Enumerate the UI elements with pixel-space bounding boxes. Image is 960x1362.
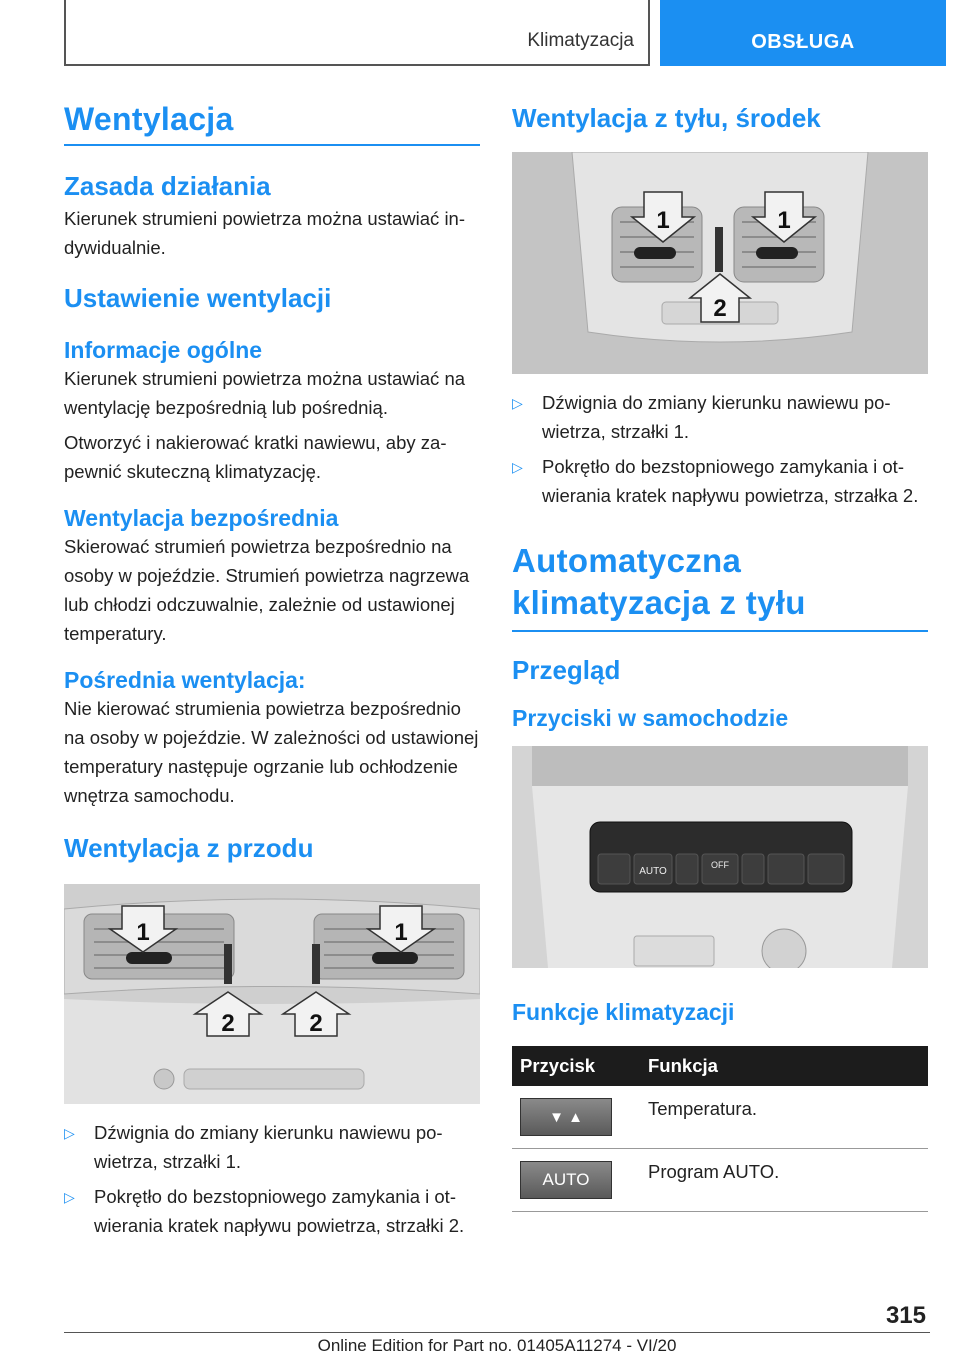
- header-section-box: [64, 0, 650, 66]
- table-header-button: Przycisk: [512, 1046, 640, 1086]
- header-tab[interactable]: [660, 0, 946, 66]
- rear-callout-1b: 1: [777, 207, 791, 234]
- header-section-title: Klimatyzacja: [527, 30, 634, 51]
- heading-direct: Wentylacja bezpośrednia: [64, 505, 339, 531]
- heading-setting: Ustawienie wentylacji: [64, 283, 332, 313]
- rear-vents-photo: [512, 152, 928, 374]
- text-direct: Skierować strumień powietrza bezpośrednio na osoby w pojeździe. Strumień powietrza nagrzewa lub chłodzi odczuwalnie, zależnie od ustawionej temperatury.: [64, 536, 470, 644]
- front-vents-photo: [64, 884, 480, 1104]
- table-row: [512, 1086, 928, 1149]
- panel-label-off: OFF: [711, 860, 729, 870]
- front-bullet-2: ▷ Pokrętło do bezstopniowego zamykania i otwierania kratek napływu powietrza, strzałki 2.: [64, 1182, 480, 1240]
- bullet-triangle-icon: ▷: [512, 395, 523, 411]
- header-tab-label: OBSŁUGA: [751, 31, 855, 53]
- auto-button-icon: AUTO: [520, 1161, 612, 1199]
- rear-vents-illustration: [512, 152, 928, 374]
- heading-general: Informacje ogólne: [64, 337, 263, 363]
- right-column: [512, 100, 928, 1212]
- table-header-function: Funkcja: [640, 1046, 928, 1086]
- front-callout-1b: 1: [394, 919, 408, 946]
- temperature-buttons-icon: ▼ ▲: [520, 1098, 612, 1136]
- heading-functions: Funkcje klimatyzacji: [512, 999, 735, 1025]
- bullet-triangle-icon: ▷: [512, 459, 523, 475]
- front-vents-illustration: [64, 884, 480, 1104]
- text-general-1: Kierunek strumieni powietrza można ustawiać na wentylację bezpośrednią lub pośrednią.: [64, 368, 466, 418]
- front-callout-2a: 2: [221, 1010, 235, 1037]
- table-row: [512, 1149, 928, 1212]
- heading-buttons: Przyciski w samochodzie: [512, 705, 789, 731]
- table-cell-function: Temperatura.: [640, 1086, 928, 1149]
- footer-rule: [64, 1332, 930, 1333]
- text-indirect: Nie kierować strumienia powietrza bezpośrednio na osoby w pojeździe. W zależności od ustawionej temperatury następuje ogrzanie lub ochłodzenie wnętrza samochodu.: [64, 698, 479, 806]
- text-principle: Kierunek strumieni powietrza można ustawiać indywidualnie.: [64, 208, 466, 258]
- front-callout-2b: 2: [309, 1010, 323, 1037]
- heading-front: Wentylacja z przodu: [64, 833, 314, 863]
- rear-callout-2: 2: [713, 295, 727, 322]
- heading-rear-center: Wentylacja z tyłu, środek: [512, 103, 821, 133]
- page-number: 315: [885, 1302, 926, 1329]
- table-cell-function: Program AUTO.: [640, 1149, 928, 1212]
- functions-table: [512, 1046, 928, 1212]
- bullet-triangle-icon: ▷: [64, 1125, 75, 1141]
- front-bullet-1: ▷ Dźwignia do zmiany kierunku nawiewu powietrza, strzałki 1.: [64, 1118, 480, 1176]
- rear-panel-illustration: [512, 746, 928, 968]
- panel-label-auto: AUTO: [639, 866, 667, 877]
- edition-text: Online Edition for Part no. 01405A11274 - VI/20: [317, 1336, 677, 1355]
- rear-panel-photo: [512, 746, 928, 968]
- bullet-triangle-icon: ▷: [64, 1189, 75, 1205]
- page-title: Wentylacja: [64, 100, 480, 146]
- rear-callout-1a: 1: [656, 207, 670, 234]
- rear-bullet-1: ▷ Dźwignia do zmiany kierunku nawiewu powietrza, strzałki 1.: [512, 388, 928, 446]
- front-callout-1a: 1: [136, 919, 150, 946]
- left-column: [64, 100, 480, 1240]
- section-title-rear-climate: Automatyczna klimatyzacja z tyłu: [512, 540, 928, 632]
- heading-indirect: Pośrednia wentylacja:: [64, 667, 306, 693]
- heading-principle: Zasada działania: [64, 171, 271, 201]
- text-general-2: Otworzyć i nakierować kratki nawiewu, aby zapewnić skuteczną klimatyzację.: [64, 432, 447, 482]
- heading-overview: Przegląd: [512, 655, 621, 685]
- rear-bullet-2: ▷ Pokrętło do bezstopniowego zamykania i otwierania kratek napływu powietrza, strzałka 2.: [512, 452, 928, 510]
